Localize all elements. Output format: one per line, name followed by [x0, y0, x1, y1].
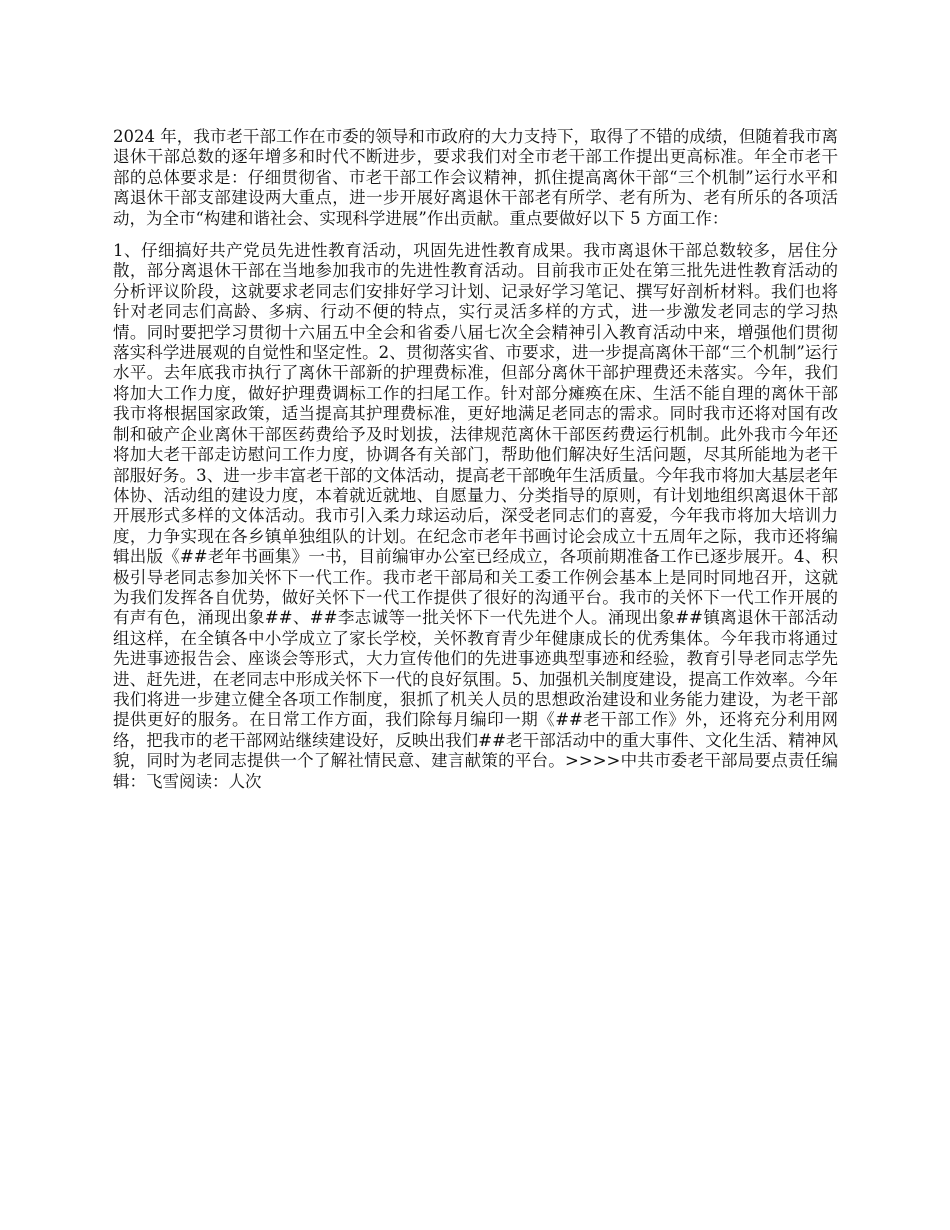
document-body	[113, 127, 838, 792]
intro-paragraph: 2024 年，我市老干部工作在市委的领导和市政府的大力支持下，取得了不错的成绩，但随着我市离退休干部总数的逐年增多和时代不断进步，要求我们对全市老干部工作提出更高标准。年全市老干部的总体要求是：仔细贯彻省、市老干部工作会议精神，抓住提高离休干部“三个机制”运行水平和离退休干部支部建设两大重点，进一步开展好离退休干部老有所学、老有所为、老有所乐的各项活动，为全市“构建和谐社会、实现科学进展”作出贡献。重点要做好以下 5 方面工作：	[113, 127, 838, 228]
work-items-paragraph: 1、仔细搞好共产党员先进性教育活动，巩固先进性教育成果。我市离退休干部总数较多，居住分散，部分离退休干部在当地参加我市的先进性教育活动。目前我市正处在第三批先进性教育活动的分析评议阶段，这就要求老同志们安排好学习计划、记录好学习笔记、撰写好剖析材料。我们也将针对老同志们高龄、多病、行动不便的特点，实行灵活多样的方式，进一步激发老同志的学习热情。同时要把学习贯彻十六届五中全会和省委八届七次全会精神引入教育活动中来，增强他们贯彻落实科学进展观的自觉性和坚定性。2、贯彻落实省、市要求，进一步提高离休干部“三个机制”运行水平。去年底我市执行了离休干部新的护理费标准，但部分离休干部护理费还未落实。今年，我们将加大工作力度，做好护理费调标工作的扫尾工作。针对部分瘫痪在床、生活不能自理的离休干部我市将根据国家政策，适当提高其护理费标准，更好地满足老同志的需求。同时我市还将对国有改制和破产企业离休干部医药费给予及时划拔，法律规范离休干部医药费运行机制。此外我市今年还将加大老干部走访慰问工作力度，协调各有关部门，帮助他们解决好生活问题，尽其所能地为老干部服好务。3、进一步丰富老干部的文体活动，提高老干部晚年生活质量。今年我市将加大基层老年体协、活动组的建设力度，本着就近就地、自愿量力、分类指导的原则，有计划地组织离退休干部开展形式多样的文体活动。我市引入柔力球运动后，深受老同志们的喜爱，今年我市将加大培训力度，力争实现在各乡镇单独组队的计划。在纪念市老年书画讨论会成立十五周年之际，我市还将编辑出版《##老年书画集》一书，目前编审办公室已经成立，各项前期准备工作已逐步展开。4、积极引导老同志参加关怀下一代工作。我市老干部局和关工委工作例会基本上是同时同地召开，这就为我们发挥各自优势，做好关怀下一代工作提供了很好的沟通平台。我市的关怀下一代工作开展的有声有色，涌现出象##、##李志诚等一批关怀下一代先进个人。涌现出象##镇离退休干部活动组这样，在全镇各中小学成立了家长学校，关怀教育青少年健康成长的优秀集体。今年我市将通过先进事迹报告会、座谈会等形式，大力宣传他们的先进事迹典型事迹和经验，教育引导老同志学先进、赶先进，在老同志中形成关怀下一代的良好氛围。5、加强机关制度建设，提高工作效率。今年我们将进一步建立健全各项工作制度，狠抓了机关人员的思想政治建设和业务能力建设，为老干部提供更好的服务。在日常工作方面，我们除每月编印一期《##老干部工作》外，还将充分利用网络，把我市的老干部网站继续建设好，反映出我们##老干部活动中的重大事件、文化生活、精神风貌，同时为老同志提供一个了解社情民意、建言献策的平台。>>>>中共市委老干部局要点责任编辑：飞雪阅读：人次	[113, 241, 838, 791]
